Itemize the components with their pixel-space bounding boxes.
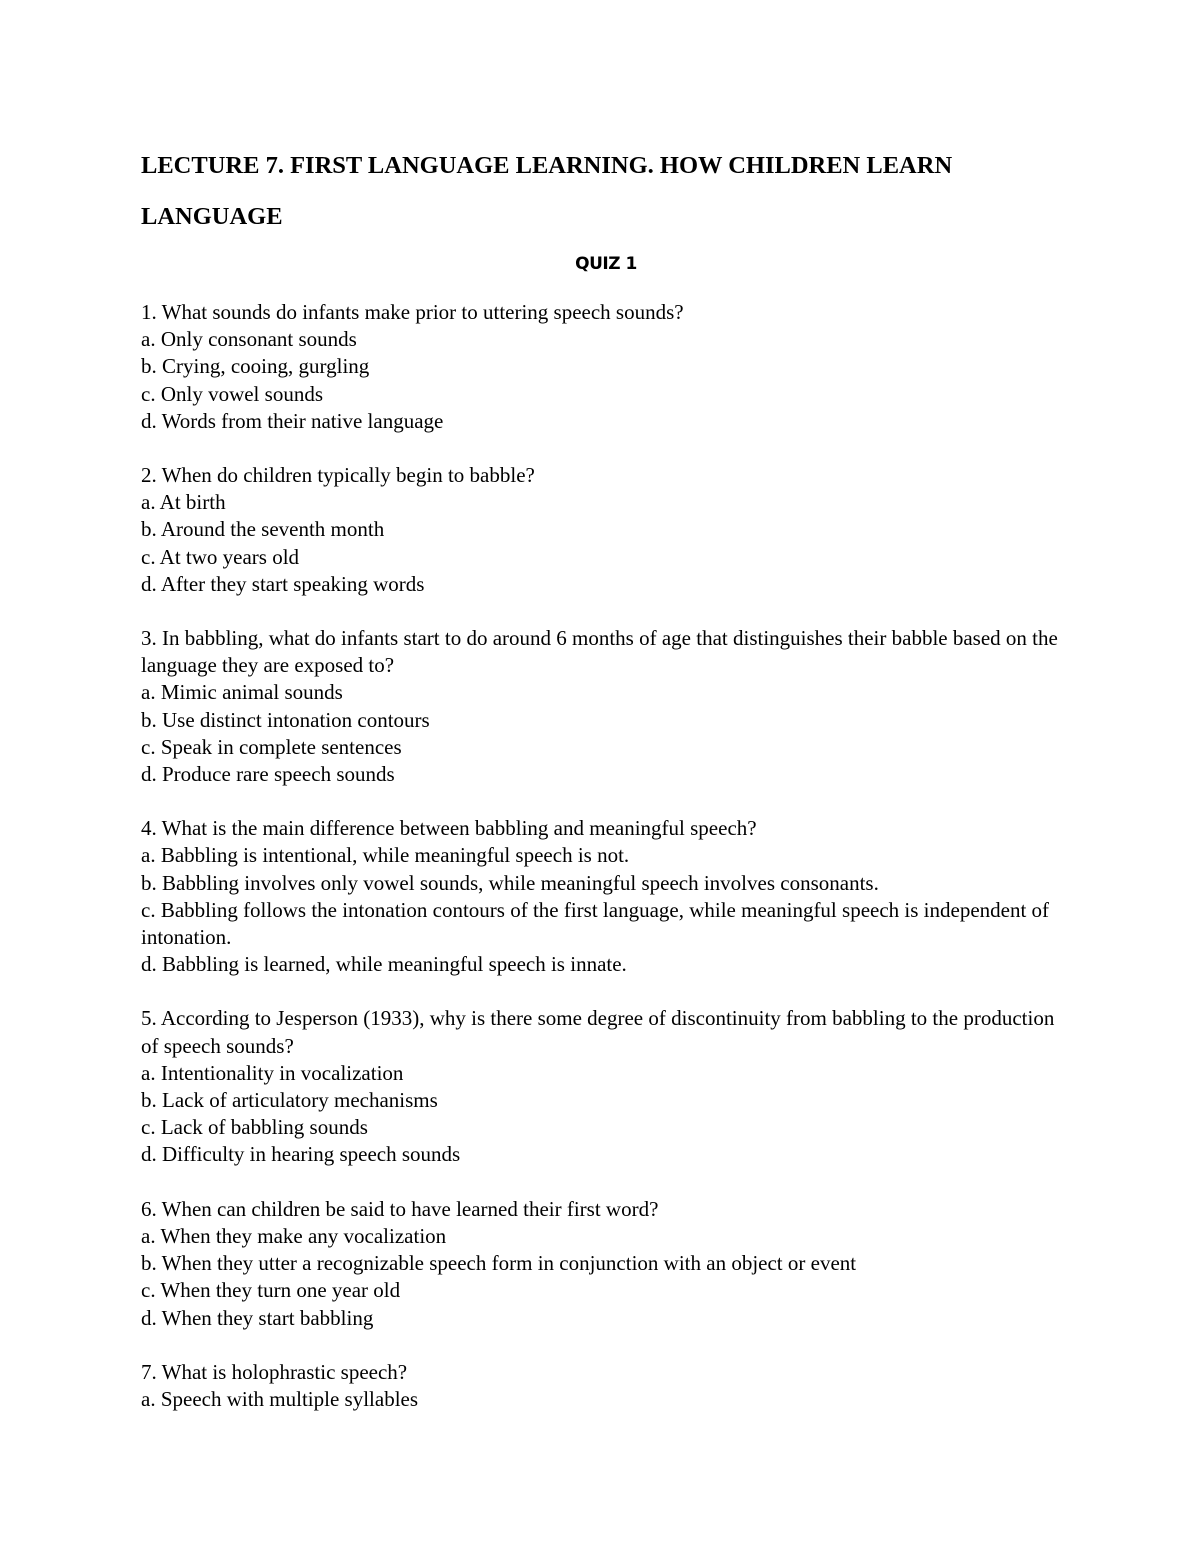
option-c: c. Lack of babbling sounds (141, 1115, 368, 1140)
question-text: 5. According to Jesperson (1933), why is there some degree of discontinuity from babbling to the production of speech sounds? (141, 1006, 1060, 1058)
option-b: b. Babbling involves only vowel sounds, while meaningful speech involves consonants. (141, 870, 879, 895)
option-b: b. Around the seventh month (141, 517, 385, 542)
option-d: d. When they start babbling (141, 1305, 374, 1330)
option-a: a. Speech with multiple syllables (141, 1386, 419, 1411)
option-c: c. Only vowel sounds (141, 381, 323, 406)
option-c: c. At two years old (141, 544, 300, 569)
question-text: 4. What is the main difference between babbling and meaningful speech? (141, 816, 757, 841)
lecture-title: LECTURE 7. FIRST LANGUAGE LEARNING. HOW CHILDREN LEARN LANGUAGE (141, 152, 953, 230)
question-list (141, 299, 1071, 1413)
question-5 (141, 1005, 1071, 1168)
option-a: a. Intentionality in vocalization (141, 1060, 404, 1085)
option-a: a. Babbling is intentional, while meaningful speech is not. (141, 843, 630, 868)
question-text: 2. When do children typically begin to babble? (141, 463, 535, 488)
question-1 (141, 299, 1071, 435)
option-c: c. Babbling follows the intonation contours of the first language, while meaningful speech is independent of intonation. (141, 897, 1055, 950)
option-d: d. Difficulty in hearing speech sounds (141, 1142, 461, 1167)
question-4 (141, 815, 1071, 978)
option-d: d. Babbling is learned, while meaningful speech is innate. (141, 952, 627, 977)
question-text: 1. What sounds do infants make prior to uttering speech sounds? (141, 300, 684, 324)
question-6 (141, 1196, 1071, 1332)
option-d: d. Produce rare speech sounds (141, 762, 395, 787)
question-text: 6. When can children be said to have learned their first word? (141, 1196, 659, 1221)
question-2 (141, 462, 1071, 598)
option-a: a. Mimic animal sounds (141, 680, 343, 705)
option-b: b. Lack of articulatory mechanisms (141, 1088, 438, 1113)
option-c: c. Speak in complete sentences (141, 734, 402, 759)
question-text: 7. What is holophrastic speech? (141, 1359, 408, 1384)
option-b: b. Crying, cooing, gurgling (141, 354, 370, 379)
option-b: b. Use distinct intonation contours (141, 707, 430, 732)
option-b: b. When they utter a recognizable speech form in conjunction with an object or event (141, 1251, 857, 1276)
option-d: d. Words from their native language (141, 408, 444, 433)
option-a: a. When they make any vocalization (141, 1223, 447, 1248)
option-a: a. At birth (141, 490, 226, 515)
question-7 (141, 1359, 1071, 1413)
question-text: 3. In babbling, what do infants start to do around 6 months of age that distinguishes their babble based on the language they are exposed to? (141, 626, 1064, 678)
quiz-label: QUIZ 1 (575, 254, 637, 274)
option-a: a. Only consonant sounds (141, 327, 357, 352)
option-c: c. When they turn one year old (141, 1278, 401, 1303)
document-page (141, 140, 1071, 1440)
question-3 (141, 625, 1071, 788)
option-d: d. After they start speaking words (141, 571, 425, 596)
